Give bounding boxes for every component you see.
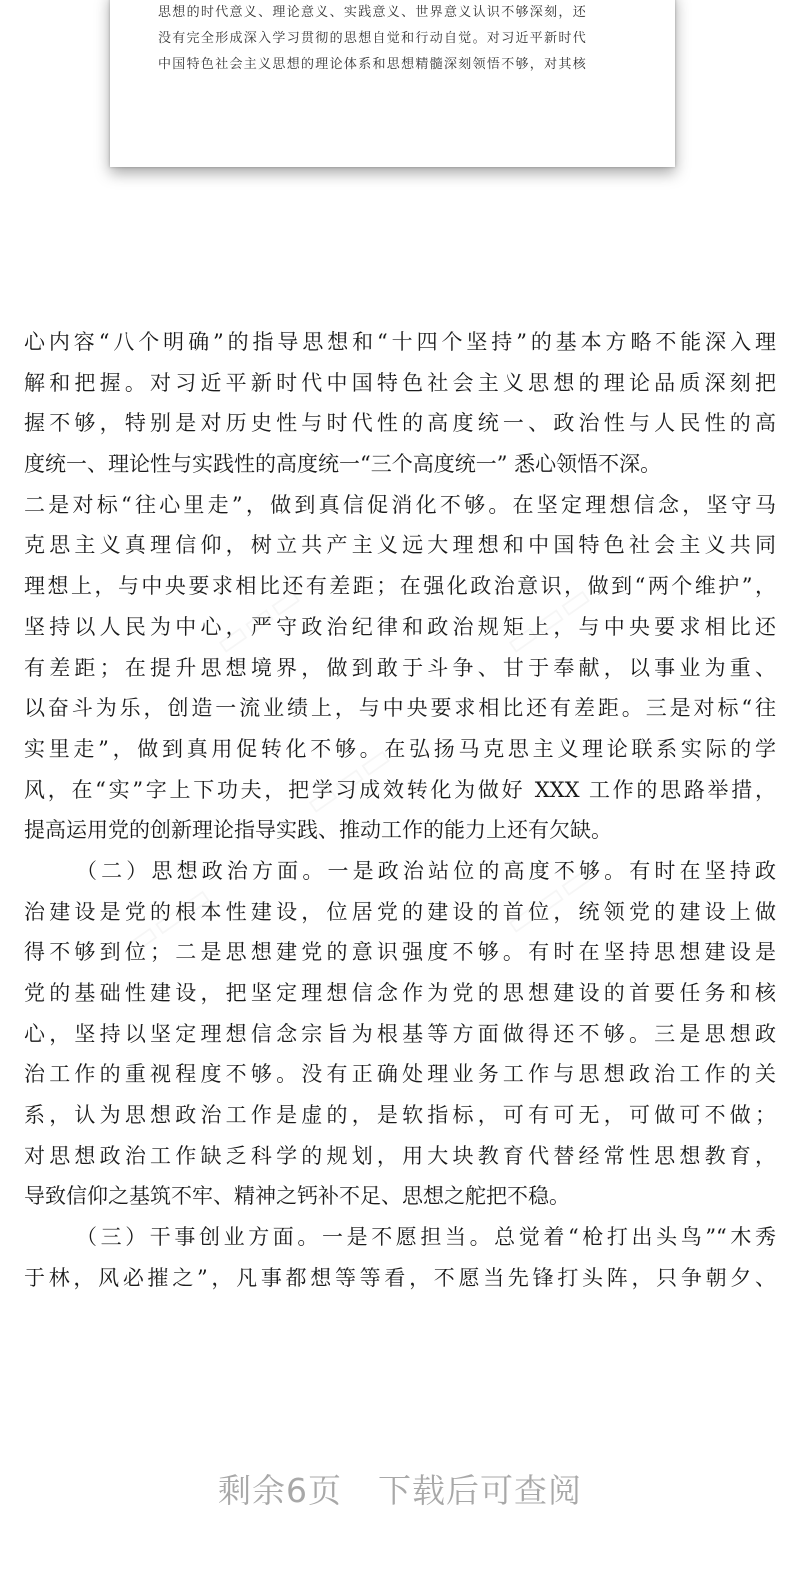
body-line: 风，在“实”字上下功夫，把学习成效转化为做好 XXX 工作的思路举措， <box>24 777 776 802</box>
body-line: 实里走”，做到真用促转化不够。在弘扬马克思主义理论联系实际的学 <box>24 736 776 761</box>
preview-text <box>158 0 638 78</box>
body-line: 度统一、理论性与实践性的高度统一“三个高度统一” 悉心领悟不深。 <box>24 452 662 477</box>
remaining-pages-text: 剩余6页 <box>218 1471 342 1510</box>
section-heading-line: （三）干事创业方面。一是不愿担当。总觉着“枪打出头鸟”“木秀 <box>76 1225 776 1250</box>
body-line: 于林，风必摧之”，凡事都想等等看，不愿当先锋打头阵，只争朝夕、 <box>24 1265 776 1290</box>
body-line: 治工作的重视程度不够。没有正确处理业务工作与思想政治工作的关 <box>24 1062 776 1087</box>
body-line: 导致信仰之基筑不牢、精神之钙补不足、思想之舵把不稳。 <box>24 1184 570 1209</box>
page-preview-card <box>110 0 675 167</box>
preview-line: 没有完全形成深入学习贯彻的思想自觉和行动自觉。对习近平新时代 <box>158 31 588 46</box>
body-line: 系，认为思想政治工作是虚的，是软指标，可有可无，可做可不做； <box>24 1103 776 1128</box>
body-line: 握不够，特别是对历史性与时代性的高度统一、政治性与人民性的高 <box>24 411 776 436</box>
preview-line: 思想的时代意义、理论意义、实践意义、世界意义认识不够深刻，还 <box>158 5 588 20</box>
body-line: 理想上，与中央要求相比还有差距；在强化政治意识，做到“两个维护”， <box>24 574 776 599</box>
body-line: 心，坚持以坚定理想信念宗旨为根基等方面做得还不够。三是思想政 <box>24 1021 776 1046</box>
body-line: 得不够到位；二是思想建党的意识强度不够。有时在坚持思想建设是 <box>24 940 776 965</box>
body-line: 党的基础性建设，把坚定理想信念作为党的思想建设的首要任务和核 <box>24 981 776 1005</box>
preview-line: 中国特色社会主义思想的理论体系和思想精髓深刻领悟不够，对其核 <box>158 57 588 72</box>
body-line: 对思想政治工作缺乏科学的规划，用大块教育代替经常性思想教育， <box>24 1143 776 1168</box>
body-line: 二是对标“往心里走”，做到真信促消化不够。在坚定理想信念，坚守马 <box>24 492 776 517</box>
section-heading-line: （二）思想政治方面。一是政治站位的高度不够。有时在坚持政 <box>76 858 776 883</box>
download-banner[interactable] <box>0 1466 800 1516</box>
download-to-view-text: 下载后可查阅 <box>378 1471 582 1510</box>
document-body <box>24 322 776 1299</box>
body-line: 心内容“八个明确”的指导思想和“十四个坚持”的基本方略不能深入理 <box>24 330 776 354</box>
body-line: 有差距；在提升思想境界，做到敢于斗争、甘于奉献，以事业为重、 <box>24 655 776 680</box>
body-line: 克思主义真理信仰，树立共产主义远大理想和中国特色社会主义共同 <box>24 533 776 558</box>
body-line: 提高运用党的创新理论指导实践、推动工作的能力上还有欠缺。 <box>24 818 612 843</box>
body-line: 坚持以人民为中心，严守政治纪律和政治规矩上，与中央要求相比还 <box>24 614 776 639</box>
body-line: 以奋斗为乐，创造一流业绩上，与中央要求相比还有差距。三是对标“往 <box>24 696 776 721</box>
body-line: 治建设是党的根本性建设，位居党的建设的首位，统领党的建设上做 <box>24 899 776 924</box>
body-line: 解和把握。对习近平新时代中国特色社会主义思想的理论品质深刻把 <box>24 370 776 395</box>
